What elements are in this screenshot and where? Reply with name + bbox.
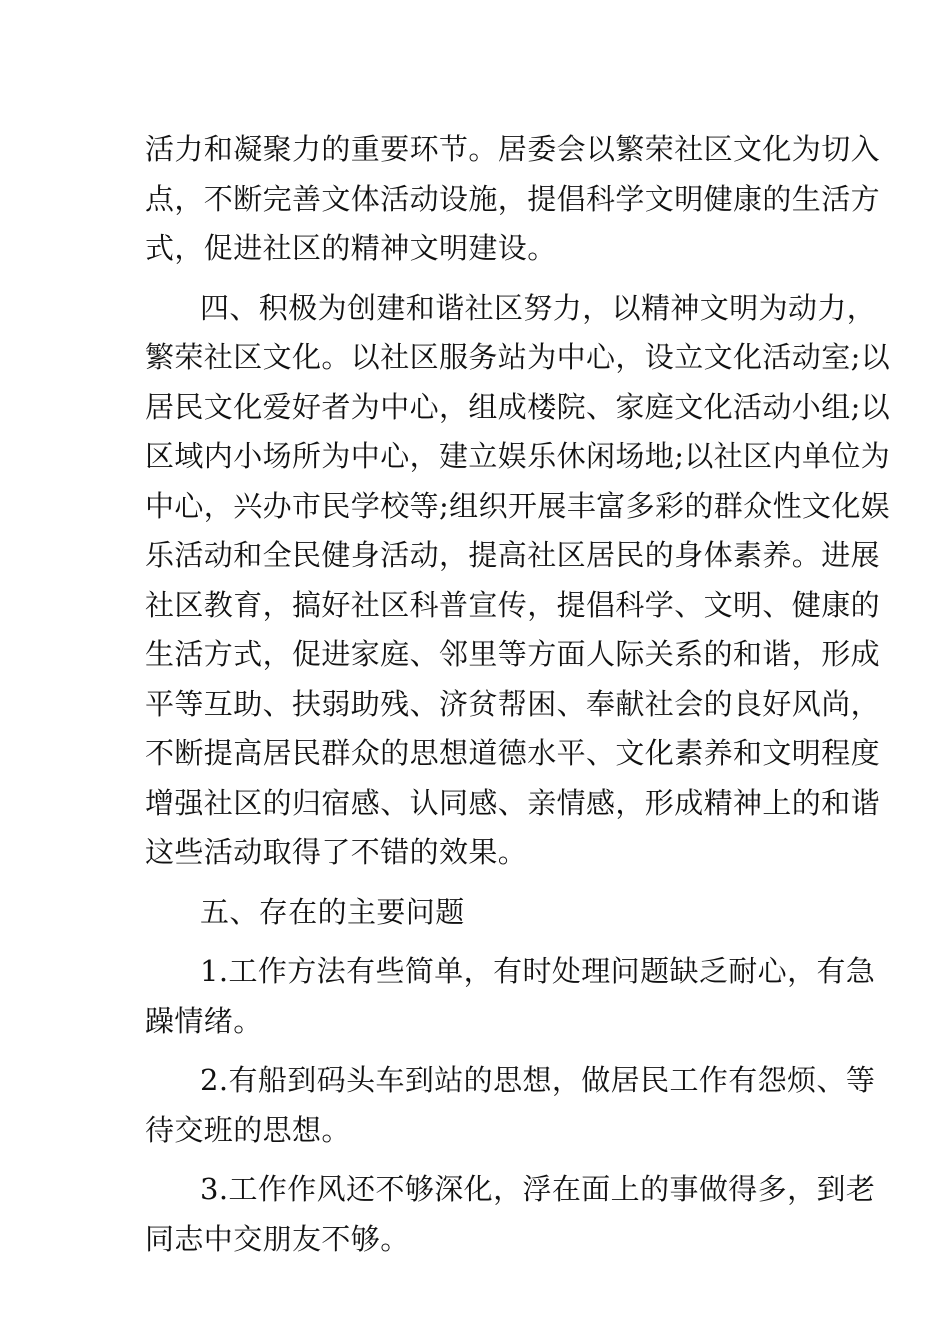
document-body — [145, 125, 891, 1264]
text-line: 躁情绪。 — [145, 1003, 263, 1038]
text-line: 乐活动和全民健身活动，提高社区居民的身体素养。进展 — [145, 538, 881, 572]
text-line: 待交班的思想。 — [145, 1112, 351, 1147]
text-line: 这些活动取得了不错的效果。 — [145, 835, 528, 869]
paragraph-gap — [145, 878, 805, 888]
text-line: 平等互助、扶弱助残、济贫帮困、奉献社会的良好风尚， — [145, 686, 881, 721]
text-line: 不断提高居民群众的思想道德水平、文化素养和文明程度 — [145, 736, 881, 770]
text-line: 区域内小场所为中心，建立娱乐休闲场地;以社区内单位为 — [145, 439, 891, 473]
text-line: 生活方式，促进家庭、邻里等方面人际关系的和谐，形成 — [145, 637, 881, 671]
paragraph-gap — [145, 1155, 805, 1165]
text-line: 点，不断完善文体活动设施，提倡科学文明健康的生活方 — [145, 181, 881, 216]
paragraph-gap — [145, 274, 805, 284]
text-line: 增强社区的归宿感、认同感、亲情感，形成精神上的和谐 — [145, 785, 881, 820]
text-line: 2.有船到码头车到站的思想，做居民工作有怨烦、等 — [200, 1063, 876, 1097]
text-line: 繁荣社区文化。以社区服务站为中心，设立文化活动室;以 — [145, 340, 891, 374]
text-line: 居民文化爱好者为中心，组成楼院、家庭文化活动小组;以 — [145, 389, 891, 424]
text-line: 活力和凝聚力的重要环节。居委会以繁荣社区文化为切入 — [145, 132, 881, 166]
text-line: 同志中交朋友不够。 — [145, 1221, 410, 1256]
paragraph-gap — [145, 937, 805, 947]
text-line: 式，促进社区的精神文明建设。 — [145, 231, 557, 265]
text-line: 社区教育，搞好社区科普宣传，提倡科学、文明、健康的 — [145, 587, 881, 622]
text-line: 四、积极为创建和谐社区努力，以精神文明为动力， — [200, 290, 877, 325]
text-line: 1.工作方法有些简单，有时处理问题缺乏耐心，有急 — [200, 954, 876, 988]
text-line: 中心，兴办市民学校等;组织开展丰富多彩的群众性文化娱 — [145, 488, 891, 523]
text-line: 3.工作作风还不够深化，浮在面上的事做得多，到老 — [200, 1172, 876, 1206]
text-line: 五、存在的主要问题 — [200, 894, 465, 929]
paragraph-gap — [145, 1046, 805, 1056]
